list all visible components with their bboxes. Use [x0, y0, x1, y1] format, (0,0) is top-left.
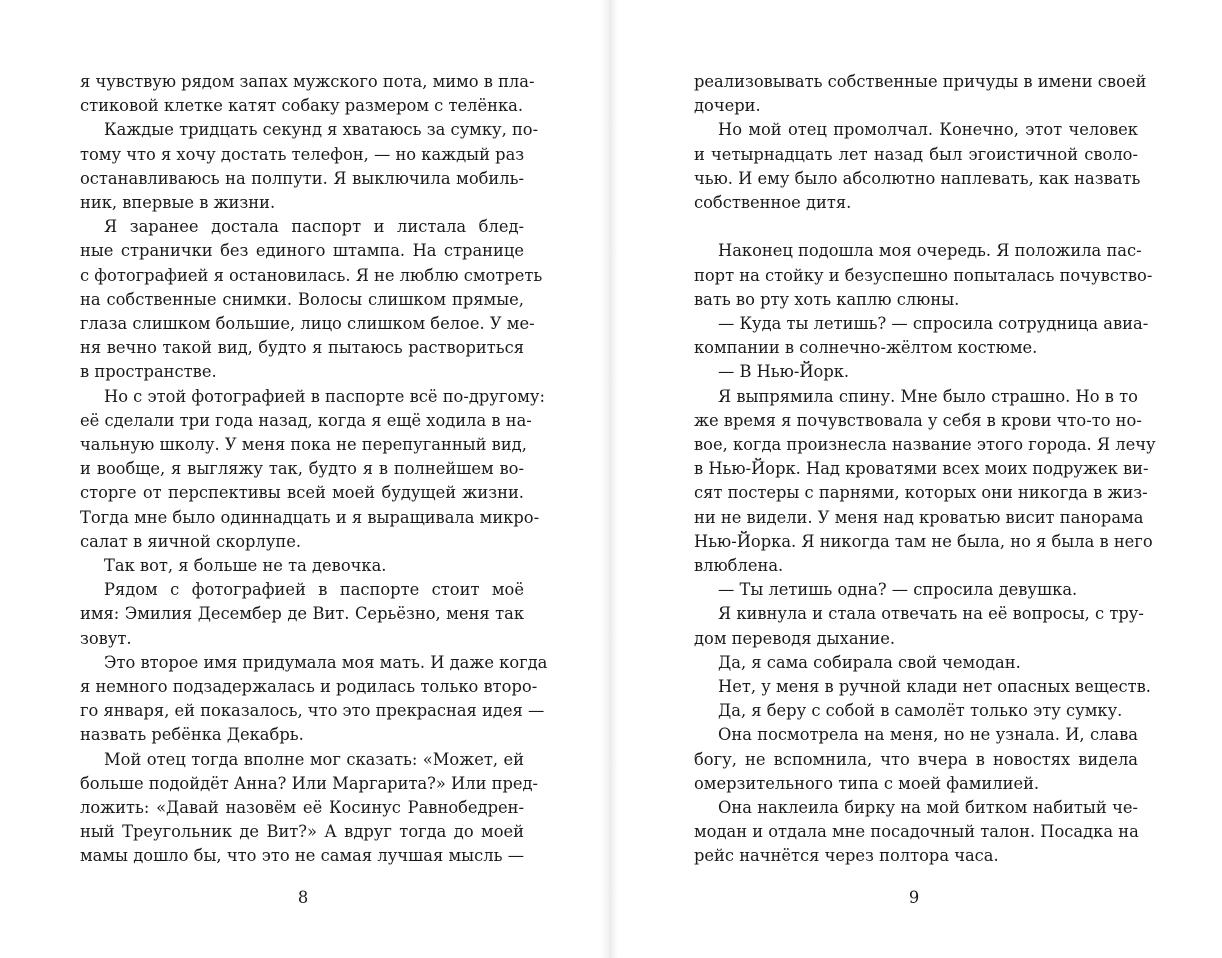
text-line: — Куда ты летишь? — спросила сотрудница авиа- — [718, 314, 1149, 333]
page-number-right: 9 — [908, 888, 920, 907]
text-line: рейс начнётся через полтора часа. — [694, 846, 999, 866]
text-line: чью. И ему было абсолютно наплевать, как назвать — [694, 168, 1141, 188]
text-line: стиковой клетке катят собаку размером с телёнка. — [80, 96, 523, 116]
text-line: вать во рту хоть каплю слюны. — [694, 289, 960, 309]
text-line: с фотографией я остановилась. Я не люблю смотреть — [80, 265, 543, 285]
text-line: сторге от перспективы всей моей будущей жизни. — [80, 483, 524, 503]
page-number-left: 8 — [297, 888, 309, 907]
text-line: порт на стойку и безуспешно попыталась почувство- — [694, 265, 1153, 285]
text-line: Но мой отец промолчал. Конечно, этот человек — [718, 120, 1138, 140]
text-line: зовут. — [80, 628, 132, 648]
text-line: в пространстве. — [80, 362, 217, 382]
text-line: глаза слишком большие, лицо слишком белое. У ме- — [80, 314, 535, 333]
text-line: дом переводя дыхание. — [694, 628, 896, 648]
text-line: модан и отдала мне посадочный талон. Посадка на — [694, 822, 1139, 842]
text-line: Нет, у меня в ручной клади нет опасных веществ. — [718, 677, 1151, 696]
text-line: ник, впервые в жизни. — [80, 193, 276, 212]
text-line: вое, когда произнесла название этого города. Я лечу — [694, 435, 1156, 454]
text-line: я немного подзадержалась и родилась только второ- — [80, 677, 538, 696]
text-line: — В Нью-Йорк. — [718, 362, 850, 382]
text-line: имя: Эмилия Десембер де Вит. Серьёзно, меня так — [80, 604, 524, 624]
text-line: Но с этой фотографией в паспорте всё по-другому: — [104, 386, 545, 406]
text-line: и вообще, я выгляжу так, будто я в полнейшем во- — [80, 459, 524, 479]
text-line: её сделали три года назад, когда я ещё ходила в на- — [80, 410, 532, 430]
text-line: Она наклеила бирку на мой битком набитый че- — [718, 798, 1138, 817]
text-line: богу, не вспомнила, что вчера в новостях видела — [694, 749, 1138, 769]
text-line: Я заранее достала паспорт и листала блед- — [104, 217, 524, 237]
text-line: влюблена. — [694, 556, 784, 575]
text-line: Она посмотрела на меня, но не узнала. И, слава — [718, 725, 1138, 745]
text-line: останавливаюсь на полпути. Я выключила мобиль- — [80, 168, 524, 188]
text-line: сят постеры с парнями, которых они никогда в жиз- — [694, 483, 1148, 503]
text-line: ни не видели. У меня над кроватью висит панорама — [694, 507, 1144, 527]
text-line: ный Треугольник де Вит?» А вдруг тогда до моей — [80, 822, 524, 842]
text-line: на собственные снимки. Волосы слишком прямые, — [80, 289, 524, 309]
text-line: Это второе имя придумала моя мать. И даже когда — [104, 652, 548, 672]
text-line: Да, я сама собирала свой чемодан. — [718, 652, 1021, 672]
text-line: Мой отец тогда вполне мог сказать: «Может, ей — [104, 749, 524, 769]
text-line: Тогда мне было одиннадцать и я выращивала микро- — [80, 507, 540, 527]
text-line: Рядом с фотографией в паспорте стоит моё — [104, 580, 524, 600]
text-line: Я кивнула и стала отвечать на её вопросы, с тру- — [718, 604, 1144, 624]
text-line: собственное дитя. — [694, 193, 852, 212]
text-line: тому что я хочу достать телефон, — но каждый раз — [80, 144, 525, 164]
text-line: я чувствую рядом запах мужского пота, мимо в пла- — [80, 72, 535, 91]
text-line: Нью-Йорка. Я никогда там не была, но я была в него — [694, 531, 1153, 551]
text-line: Наконец подошла моя очередь. Я положила пас- — [718, 241, 1142, 261]
text-line: в Нью-Йорк. Над кроватями всех моих подружек ви- — [694, 459, 1149, 479]
book-gutter — [600, 0, 618, 958]
text-line: Я выпрямила спину. Мне было страшно. Но в то — [718, 386, 1138, 406]
text-line: Да, я беру с собой в самолёт только эту сумку. — [718, 701, 1123, 721]
text-line: — Ты летишь одна? — спросила девушка. — [718, 580, 1078, 600]
text-line: же время я почувствовала у себя в крови что-то но- — [694, 410, 1142, 430]
text-line: чальную школу. У меня пока не перепуганный вид, — [80, 435, 527, 454]
text-line: омерзительного типа с моей фамилией. — [694, 773, 1040, 793]
text-line: салат в яичной скорлупе. — [80, 531, 302, 551]
text-line: ложить: «Давай назовём её Косинус Равнобедрен- — [80, 798, 524, 817]
text-line: Каждые тридцать секунд я хватаюсь за сумку, по- — [104, 120, 539, 140]
text-line: назвать ребёнка Декабрь. — [80, 725, 304, 745]
text-line: дочери. — [694, 96, 761, 116]
text-line: больше подойдёт Анна? Или Маргарита?» Или пред- — [80, 773, 539, 793]
text-line: мамы дошло бы, что это не самая лучшая мысль — — [80, 846, 524, 866]
text-line: го января, ей показалось, что это прекрасная идея — — [80, 701, 545, 721]
text-line: компании в солнечно-жёлтом костюме. — [694, 338, 1038, 358]
text-line: реализовывать собственные причуды в имени своей — [694, 72, 1147, 91]
text-line: Так вот, я больше не та девочка. — [104, 556, 387, 575]
text-line: ные странички без единого штампа. На странице — [80, 241, 524, 261]
text-line: и четырнадцать лет назад был эгоистичной сволo- — [694, 144, 1138, 164]
text-line: ня вечно такой вид, будто я пытаюсь раствориться — [80, 338, 524, 358]
